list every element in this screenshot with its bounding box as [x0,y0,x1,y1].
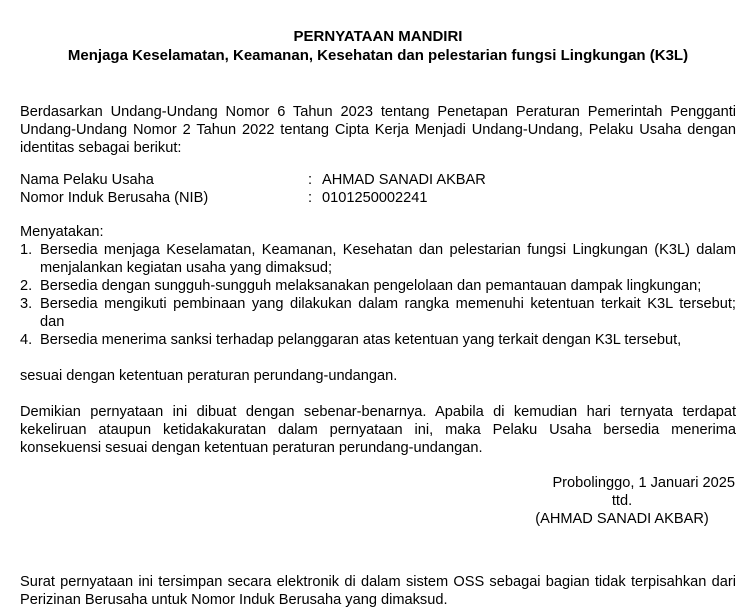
document-subtitle: Menjaga Keselamatan, Keamanan, Kesehatan dan pelestarian fungsi Lingkungan (K3L) [67,47,689,64]
list-item [20,295,736,331]
list-text: Bersedia dengan sungguh-sungguh melaksanakan pengelolaan dan pemantauan dampak lingkungan; [40,278,702,294]
closing-line: sesuai dengan ketentuan peraturan perundang-undangan. [20,368,398,384]
document-page [20,27,736,609]
list-text: Bersedia menerima sanksi terhadap pelanggaran atas ketentuan yang terkait dengan K3L tersebut, [40,332,682,348]
identity-label: Nama Pelaku Usaha [20,172,154,188]
signature-block [522,474,735,528]
signature-name: (AHMAD SANADI AKBAR) [535,511,709,527]
footer-note: Surat pernyataan ini tersimpan secara elektronik di dalam sistem OSS sebagai bagian tidak terpisahkan dari Perizinan Berusaha untuk Nomor Induk Berusaha yang dimaksud. [20,574,736,608]
identity-row-name [20,171,736,189]
identity-label: Nomor Induk Berusaha (NIB) [20,190,209,206]
list-text: Bersedia mengikuti pembinaan yang dilakukan dalam rangka memenuhi ketentuan terkait K3L tersebut; dan [40,296,736,330]
list-text: Bersedia menjaga Keselamatan, Keamanan, Kesehatan dan pelestarian fungsi Lingkungan (K3L) dalam menjalankan kegiatan usaha yang dimaksud; [40,242,736,276]
identity-value: 0101250002241 [322,190,428,206]
identity-separator: : [308,172,313,188]
document-title: PERNYATAAN MANDIRI [293,28,463,45]
identity-value: AHMAD SANADI AKBAR [322,172,486,188]
statement-list [20,241,736,349]
intro-paragraph: Berdasarkan Undang-Undang Nomor 6 Tahun 2023 tentang Penetapan Peraturan Pemerintah Pengganti Undang-Undang Nomor 2 Tahun 2022 tentang Cipta Kerja Menjadi Undang-Undang, Pelaku Usaha dengan identitas sebagai berikut: [20,104,736,156]
identity-block [20,171,736,207]
list-item [20,331,736,349]
list-item [20,277,736,295]
signature-place-date: Probolinggo, 1 Januari 2025 [552,475,735,491]
statement-paragraph: Demikian pernyataan ini dibuat dengan sebenar-benarnya. Apabila di kemudian hari ternyata terdapat kekeliruan ataupun ketidakakuratan dalam pernyataan ini, maka Pelaku Usaha bersedia menerima konsekuensi sesuai dengan ketentuan peraturan perundang-undangan. [20,404,736,456]
list-item [20,241,736,277]
list-number: 2. [20,278,33,294]
list-number: 1. [20,242,33,258]
declare-label: Menyatakan: [20,224,104,240]
identity-row-nib [20,189,736,207]
identity-separator: : [308,190,313,206]
list-number: 4. [20,332,33,348]
list-number: 3. [20,296,33,312]
signature-mark: ttd. [611,493,633,509]
